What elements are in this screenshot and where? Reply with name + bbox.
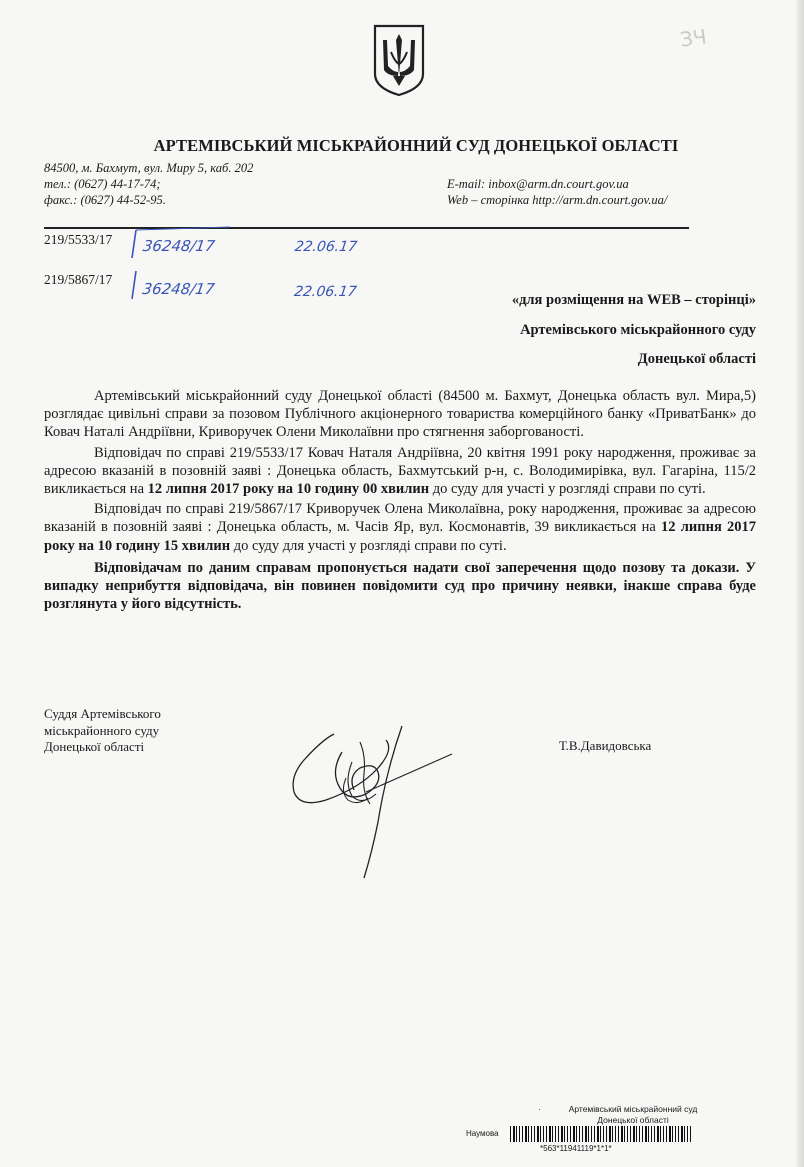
court-fax: факс.: (0627) 44-52-95.: [44, 193, 166, 207]
scan-edge: [796, 0, 804, 1167]
operator-name: Наумова: [466, 1129, 499, 1138]
court-title: АРТЕМІВСЬКИЙ МІСЬКРАЙОННИЙ СУД ДОНЕЦЬКОЇ ОБЛАСТІ: [153, 136, 679, 155]
barcode-number: *563*11941119*1*1*: [540, 1144, 612, 1153]
court-email: E-mail: inbox@arm.dn.court.gov.ua: [447, 177, 629, 191]
notice-paragraph-1: Артемівський міськрайонний суду Донецької області (84500 м. Бахмут, Донецька область вул. Мира,5) розглядає цивільні справи за позовом Публічного акціонерного товариства комерційного банку «ПриватБанк» до Ковач Наталі Андріївни, Криворучек Олени Миколаївни про стягнення заборгованості.: [44, 388, 756, 441]
handwritten-registration-2: [130, 265, 390, 305]
case-number-2: 219/5867/17: [44, 272, 113, 287]
court-contacts-block: [447, 176, 667, 208]
handwritten-registration-1: [130, 224, 390, 264]
notice-paragraph-3: Відповідач по справі 219/5867/17 Криворучек Олена Миколаївна, року народження, проживає за адресою вказаній в позовній заяві : Донецька область, м. Часів Яр, вул. Космонавтів, 39 викликається на 12 липня 2017 року на 10 годину 15 хвилин до суду для участі у розгляді справи по суті.: [44, 501, 757, 554]
handwritten-number-1: 36248/17: [141, 237, 216, 255]
handwritten-number-2: 36248/17: [141, 280, 216, 298]
court-phone: тел.: (0627) 44-17-74;: [44, 177, 161, 191]
ukraine-trident-emblem-icon: [371, 22, 427, 98]
court-address: 84500, м. Бахмут, вул. Миру 5, каб. 202: [44, 161, 254, 175]
scanned-corner-mark: ЗЧ: [678, 24, 709, 52]
hearing-time-1: 12 липня 2017 року на 10 годину 00 хвилин: [147, 481, 430, 498]
addressee-line-3: Донецької області: [637, 351, 756, 367]
court-address-block: [44, 160, 253, 208]
judge-name: Т.В.Давидовська: [559, 738, 652, 753]
notice-warning: Відповідачам по даним справам пропонується надати свої заперечення щодо позову та докази. У випадку неприбуття відповідача, він повинен повідомити суд про причину неявки, інакше справа буде розглянута у його відсутність.: [44, 559, 756, 613]
court-website: Web – сторінка http://arm.dn.court.gov.ua/: [447, 193, 668, 207]
handwritten-date-2: 22.06.17: [293, 284, 358, 300]
handwritten-signature: [282, 712, 462, 882]
addressee-line-2: Артемівського міськрайонного суду: [520, 322, 756, 338]
court-registry-stamp: · Артемівський міськрайонний суд Донецької області: [538, 1104, 698, 1125]
notice-body: [44, 387, 756, 615]
hearing-time-2: 12 липня 2017 року на 10 годину 15 хвилин: [44, 519, 757, 554]
handwritten-date-1: 22.06.17: [293, 239, 359, 255]
judge-title: Суддя Артемівського міськрайонного суду Донецької області: [44, 706, 161, 754]
document-barcode: [510, 1126, 692, 1142]
notice-paragraph-2: Відповідач по справі 219/5533/17 Ковач Наталя Андріївна, 20 квітня 1991 року народження, проживає за адресою вказаній в позовній заяві : Донецька область, Бахмутський р-н, с. Володимирівка, вул. Гагаріна, 115/2 викликається на 12 липня 2017 року на 10 годину 00 хвилин до суду для участі у розгляді справи по суті.: [44, 444, 756, 498]
addressee-line-1: «для розміщення на WEB – сторінці»: [511, 292, 756, 308]
case-number-1: 219/5533/17: [44, 232, 113, 247]
